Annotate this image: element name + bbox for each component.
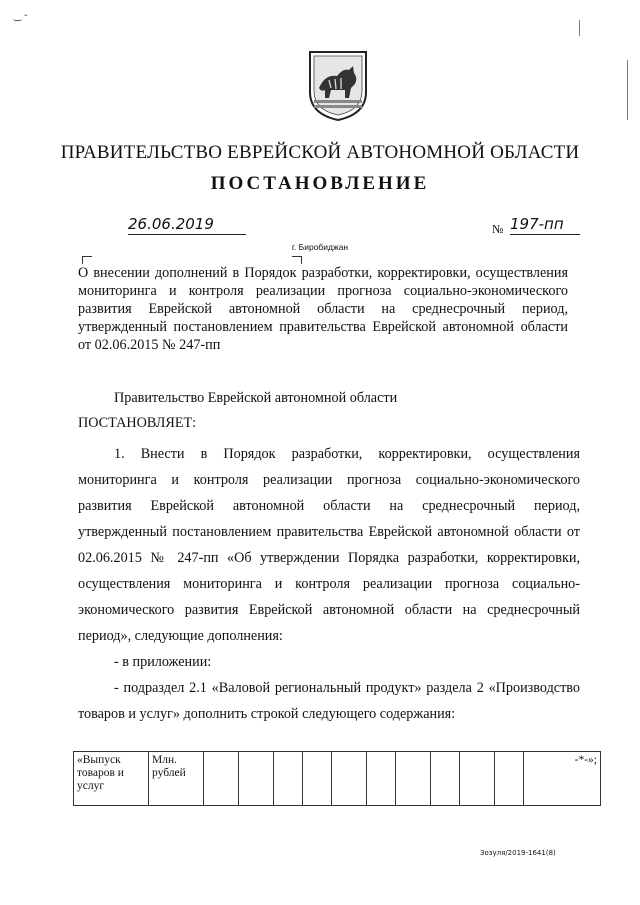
subject-corner-right — [292, 256, 302, 264]
emblem-icon — [307, 48, 369, 122]
table-cell-empty — [239, 752, 274, 806]
document-type: ПОСТАНОВЛЕНИЕ — [210, 173, 430, 194]
scan-margin-line — [627, 60, 628, 120]
document-code: Зозуля/2019-1641(8) — [480, 849, 556, 857]
table-cell-empty — [303, 752, 332, 806]
table-cell-label: «Выпуск товаров и услуг — [74, 752, 149, 806]
authority-line: Правительство Еврейской автономной области — [114, 390, 398, 406]
scan-margin-line — [579, 20, 580, 36]
government-title: ПРАВИТЕЛЬСТВО ЕВРЕЙСКОЙ АВТОНОМНОЙ ОБЛАСТИ — [60, 142, 580, 163]
decree-body — [78, 441, 580, 727]
table-cell-empty — [332, 752, 367, 806]
number-label: № — [492, 222, 504, 236]
table-row — [74, 752, 601, 806]
decree-subject: О внесении дополнений в Порядок разработки, корректировки, осуществления мониторинга и контроля реализации прогноза социально-экономического развития Еврейской автономной области на среднесрочный период, утвержденный постановлением правительства Еврейской автономной области от 02.06.2015 № 247-пп — [78, 265, 568, 353]
decree-date: 26.06.2019 — [128, 215, 246, 235]
city-name: г. Биробиджан — [291, 242, 349, 252]
table-cell-empty — [460, 752, 495, 806]
appendix-line: - в приложении: — [114, 654, 212, 670]
scan-mark: ‿ ᵕ — [14, 12, 28, 22]
subsection-line: - подраздел 2.1 «Валовой региональный продукт» раздела 2 «Производство товаров и услуг» дополнить строкой следующего содержания: — [78, 680, 580, 722]
table-cell-empty — [495, 752, 524, 806]
decree-number: 197-пп — [510, 215, 580, 235]
table-cell-empty — [396, 752, 431, 806]
paragraph-1: 1. Внести в Порядок разработки, корректировки, осуществления мониторинга и контроля реализации прогноза социально-экономического развития Еврейской автономной области на среднесрочный период, утвержденный постановлением правительства Еврейской автономной области от 02.06.2015 № 247-пп «Об утверждении Порядка разработки, корректировки, осуществления мониторинга и контроля реализации прогноза социально-экономического развития Еврейской автономной области на среднесрочный период», следующие дополнения: — [78, 446, 580, 644]
table-cell-empty — [274, 752, 303, 806]
table-cell-empty — [431, 752, 460, 806]
table-cell-empty — [204, 752, 239, 806]
table-cell-unit: Млн. рублей — [149, 752, 204, 806]
addition-table — [73, 751, 601, 806]
table-cell-end: -*-»; — [524, 752, 601, 806]
table-cell-empty — [367, 752, 396, 806]
subject-corner-left — [82, 256, 92, 264]
resolves-line: ПОСТАНОВЛЯЕТ: — [78, 415, 197, 431]
